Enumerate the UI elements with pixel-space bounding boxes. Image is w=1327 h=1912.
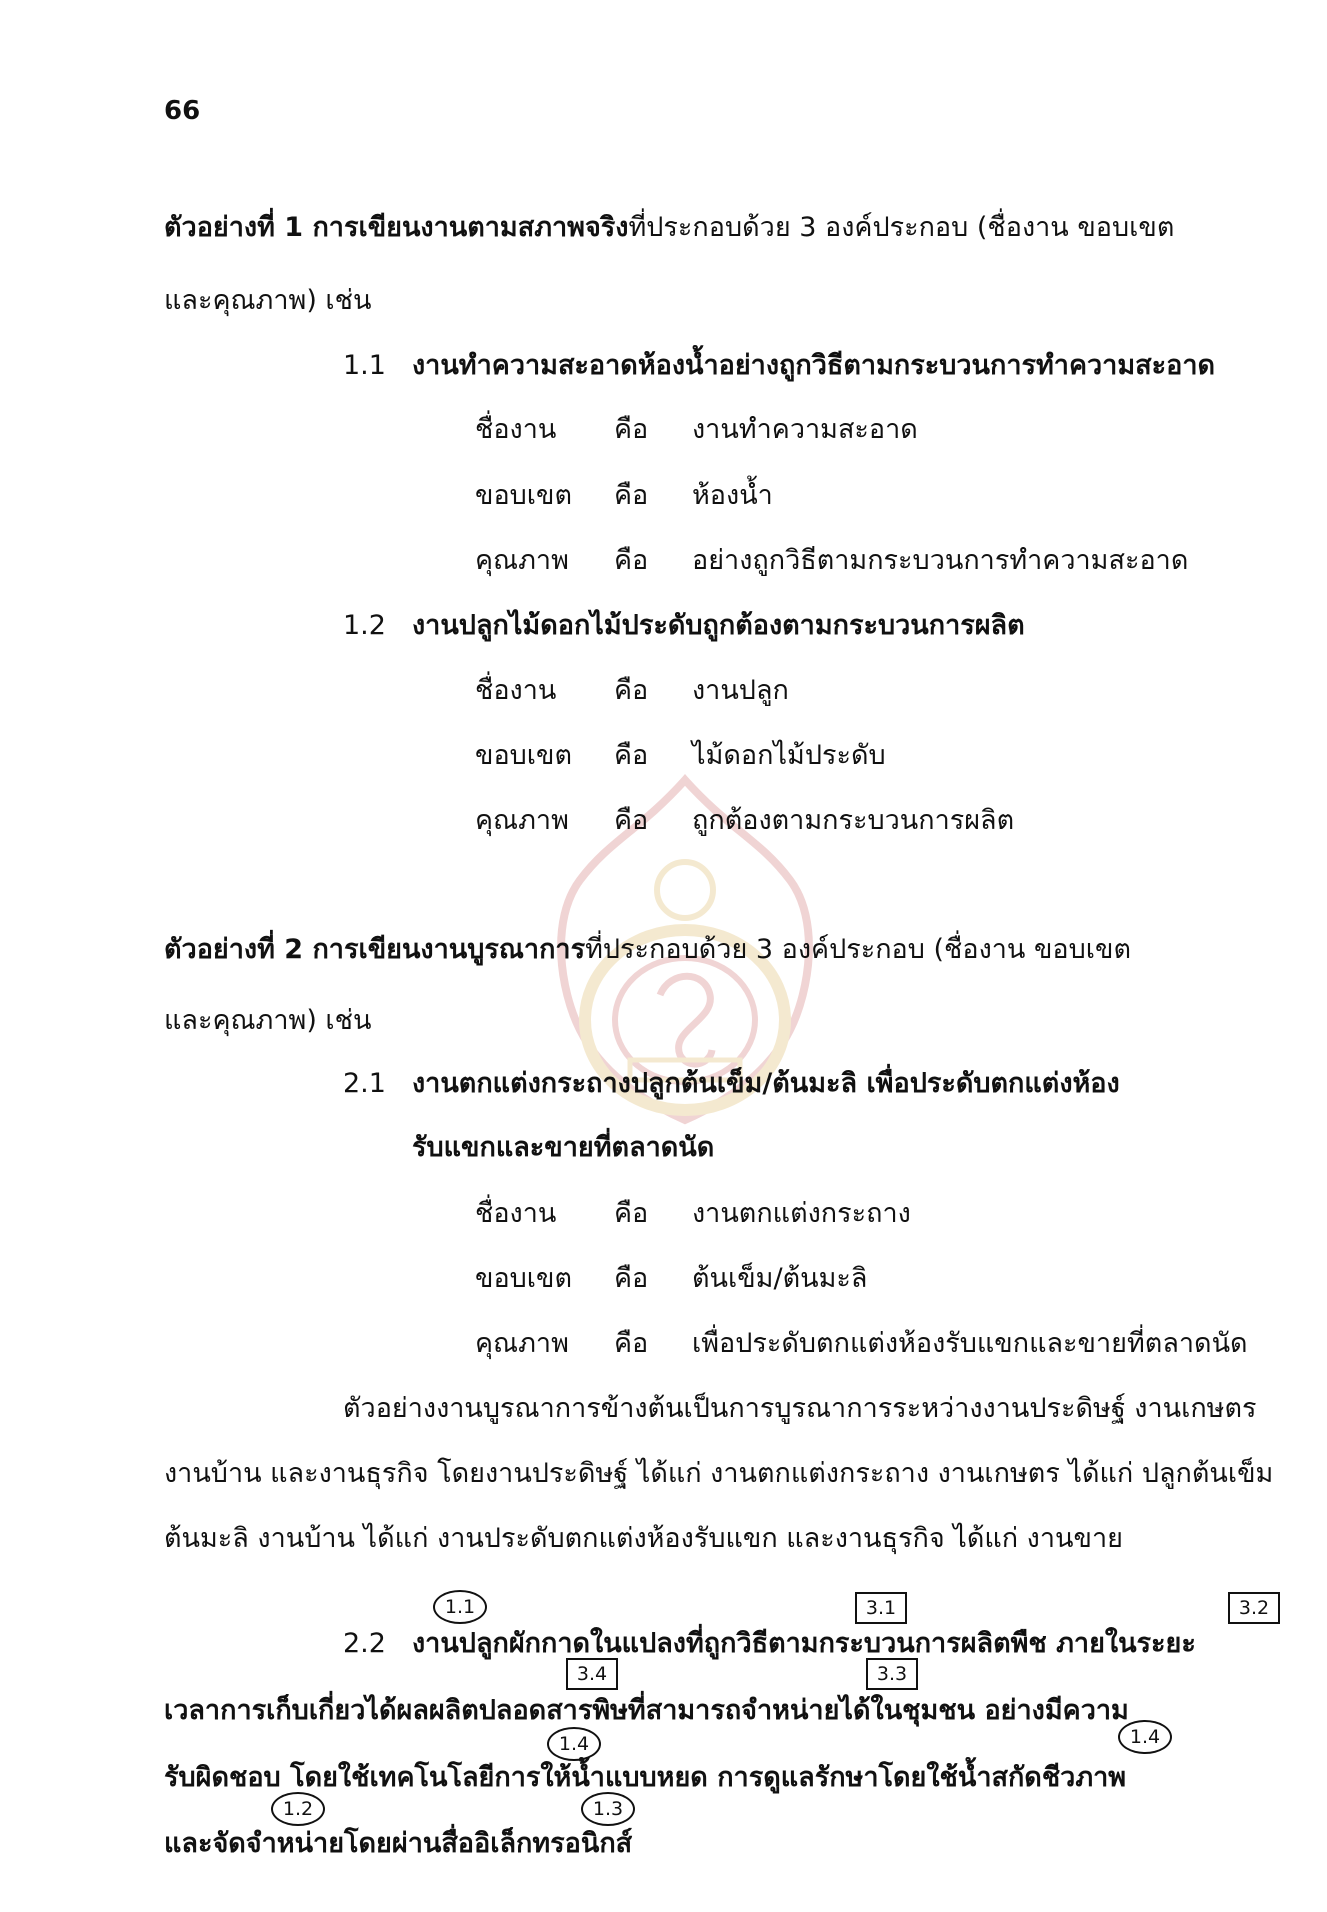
item-1-2-label: คุณภาพ (475, 805, 569, 836)
annotation-circle-1-4: 1.4 (547, 1727, 601, 1761)
integration-paragraph-line: งานบ้าน และงานธุรกิจ โดยงานประดิษฐ์ ได้แก่ งานตกแต่งกระถาง งานเกษตร ได้แก่ ปลูกต้นเข็ม (164, 1458, 1274, 1489)
page-number: 66 (164, 96, 201, 126)
item-1-2-is: คือ (614, 675, 649, 706)
item-2-1-label: ชื่องาน (475, 1198, 557, 1229)
item-2-1-is: คือ (614, 1328, 649, 1359)
item-1-1-label: คุณภาพ (475, 545, 569, 576)
example1-heading (164, 210, 1174, 246)
item-1-1-is: คือ (614, 414, 649, 445)
item-2-2-line: งานปลูกผักกาดในแปลงที่ถูกวิธีตามกระบวนการผลิตพืช ภายในระยะ (412, 1628, 1196, 1659)
item-1-1-label: ชื่องาน (475, 414, 557, 445)
item-1-1-label: ขอบเขต (475, 480, 573, 511)
item-2-2-number: 2.2 (343, 1628, 386, 1659)
annotation-box-3-2: 3.2 (1228, 1592, 1280, 1624)
annotation-box-3-3: 3.3 (866, 1658, 918, 1690)
annotation-circle-1-3: 1.3 (581, 1792, 635, 1826)
item-1-2-is: คือ (614, 805, 649, 836)
item-1-2-is: คือ (614, 740, 649, 771)
item-2-1-value: เพื่อประดับตกแต่งห้องรับแขกและขายที่ตลาดนัด (692, 1328, 1248, 1359)
example1-heading-bold: ตัวอย่างที่ 1 การเขียนงานตามสภาพจริง (164, 212, 629, 243)
example2-heading-cont: และคุณภาพ) เช่น (164, 1005, 372, 1036)
item-2-1-is: คือ (614, 1263, 649, 1294)
item-2-2-line: และจัดจำหน่ายโดยผ่านสื่ออิเล็กทรอนิกส์ (164, 1828, 633, 1859)
item-1-1-title: งานทำความสะอาดห้องน้ำอย่างถูกวิธีตามกระบวนการทำความสะอาด (412, 350, 1216, 381)
item-1-2-value: ถูกต้องตามกระบวนการผลิต (692, 805, 1015, 836)
item-1-2-number: 1.2 (343, 610, 386, 641)
item-1-1-number: 1.1 (343, 350, 386, 381)
example1-heading-rest: ที่ประกอบด้วย 3 องค์ประกอบ (ชื่องาน ขอบเขต (628, 212, 1175, 243)
annotation-box-3-1: 3.1 (855, 1592, 907, 1624)
item-2-2-line: รับผิดชอบ โดยใช้เทคโนโลยีการให้น้ำแบบหยด การดูแลรักษาโดยใช้น้ำสกัดชีวภาพ (164, 1762, 1127, 1793)
item-2-1-value: งานตกแต่งกระถาง (692, 1198, 911, 1229)
annotation-box-3-4: 3.4 (566, 1658, 618, 1690)
item-1-1-value: งานทำความสะอาด (692, 414, 918, 445)
item-2-1-number: 2.1 (343, 1068, 386, 1099)
integration-paragraph-line: ต้นมะลิ งานบ้าน ได้แก่ งานประดับตกแต่งห้องรับแขก และงานธุรกิจ ได้แก่ งานขาย (164, 1523, 1123, 1554)
item-1-2-value: ไม้ดอกไม้ประดับ (692, 740, 886, 771)
item-1-2-value: งานปลูก (692, 675, 789, 706)
example2-heading-rest: ที่ประกอบด้วย 3 องค์ประกอบ (ชื่องาน ขอบเขต (585, 934, 1131, 965)
item-2-1-is: คือ (614, 1198, 649, 1229)
item-2-1-title-line1: งานตกแต่งกระถางปลูกต้นเข็ม/ต้นมะลิ เพื่อประดับตกแต่งห้อง (412, 1068, 1120, 1099)
annotation-circle-1-1: 1.1 (433, 1590, 487, 1624)
item-1-1-is: คือ (614, 480, 649, 511)
item-2-2-line: เวลาการเก็บเกี่ยวได้ผลผลิตปลอดสารพิษที่สามารถจำหน่ายได้ในชุมชน อย่างมีความ (164, 1695, 1129, 1726)
annotation-circle-1-4: 1.4 (1118, 1720, 1172, 1754)
item-2-1-label: ขอบเขต (475, 1263, 573, 1294)
item-1-1-value: ห้องน้ำ (692, 480, 773, 511)
example2-heading (164, 932, 1131, 968)
item-1-2-title: งานปลูกไม้ดอกไม้ประดับถูกต้องตามกระบวนการผลิต (412, 610, 1025, 641)
example2-heading-bold: ตัวอย่างที่ 2 การเขียนงานบูรณาการ (164, 934, 586, 965)
item-2-1-value: ต้นเข็ม/ต้นมะลิ (692, 1263, 868, 1294)
item-1-1-value: อย่างถูกวิธีตามกระบวนการทำความสะอาด (692, 545, 1189, 576)
item-1-2-label: ขอบเขต (475, 740, 573, 771)
example1-heading-cont: และคุณภาพ) เช่น (164, 285, 372, 316)
item-2-1-title-line2: รับแขกและขายที่ตลาดนัด (412, 1132, 715, 1163)
item-2-1-label: คุณภาพ (475, 1328, 569, 1359)
integration-paragraph-line: ตัวอย่างงานบูรณาการข้างต้นเป็นการบูรณาการระหว่างงานประดิษฐ์ งานเกษตร (343, 1393, 1257, 1424)
item-1-2-label: ชื่องาน (475, 675, 557, 706)
item-1-1-is: คือ (614, 545, 649, 576)
annotation-circle-1-2: 1.2 (271, 1792, 325, 1826)
